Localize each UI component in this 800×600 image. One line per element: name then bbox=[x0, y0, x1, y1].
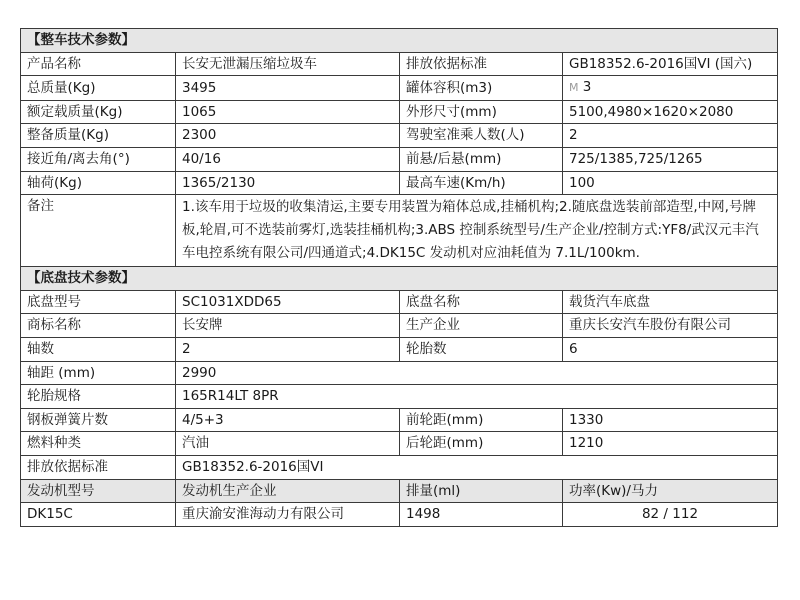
table-row bbox=[21, 314, 778, 338]
overhang-label: 前悬/后悬(mm) bbox=[400, 147, 563, 171]
table-row bbox=[21, 76, 778, 101]
max-speed-label: 最高车速(Km/h) bbox=[400, 171, 563, 195]
engine-displacement-header: 排量(ml) bbox=[400, 479, 563, 503]
curb-mass-label: 整备质量(Kg) bbox=[21, 124, 176, 148]
dimensions-value: 5100,4980×1620×2080 bbox=[563, 100, 778, 124]
vehicle-section-title: 【整车技术参数】 bbox=[21, 29, 778, 53]
angles-label: 接近角/离去角(°) bbox=[21, 147, 176, 171]
leaf-springs-value: 4/5+3 bbox=[176, 408, 400, 432]
table-row bbox=[21, 290, 778, 314]
table-row bbox=[21, 147, 778, 171]
rear-track-label: 后轮距(mm) bbox=[400, 432, 563, 456]
tank-volume-value: 3 bbox=[582, 79, 592, 96]
tire-spec-value: 165R14LT 8PR bbox=[176, 385, 778, 409]
tires-count-label: 轮胎数 bbox=[400, 337, 563, 361]
chassis-emission-value: GB18352.6-2016国VI bbox=[176, 455, 778, 479]
dimensions-label: 外形尺寸(mm) bbox=[400, 100, 563, 124]
curb-mass-value: 2300 bbox=[176, 124, 400, 148]
table-row bbox=[21, 408, 778, 432]
engine-header-row bbox=[21, 479, 778, 503]
axle-load-label: 轴荷(Kg) bbox=[21, 171, 176, 195]
chassis-section-title: 【底盘技术参数】 bbox=[21, 267, 778, 291]
tank-volume-label: 罐体容积(m3) bbox=[400, 76, 563, 101]
total-mass-value: 3495 bbox=[176, 76, 400, 101]
table-row bbox=[21, 361, 778, 385]
fuel-value: 汽油 bbox=[176, 432, 400, 456]
table-row bbox=[21, 455, 778, 479]
tires-count-value: 6 bbox=[563, 337, 778, 361]
rated-load-value: 1065 bbox=[176, 100, 400, 124]
cab-capacity-label: 驾驶室准乘人数(人) bbox=[400, 124, 563, 148]
engine-model-value: DK15C bbox=[21, 503, 176, 527]
remarks-label: 备注 bbox=[21, 195, 176, 267]
overhang-value: 725/1385,725/1265 bbox=[563, 147, 778, 171]
brand-value: 长安牌 bbox=[176, 314, 400, 338]
chassis-name-value: 载货汽车底盘 bbox=[563, 290, 778, 314]
remarks-value: 1.该车用于垃圾的收集清运,主要专用装置为箱体总成,挂桶机构;2.随底盘选装前部造型,中网,号牌板,轮眉,可不选装前雾灯,选装挂桶机构;3.ABS 控制系统型号/生产企业/控制方式:YF8/武汉元丰汽车电控系统有限公司/四通道式;4.DK15C 发动机对应油耗值为 7.1L/100km. bbox=[176, 195, 778, 267]
table-row bbox=[21, 124, 778, 148]
cab-capacity-value: 2 bbox=[563, 124, 778, 148]
manufacturer-label: 生产企业 bbox=[400, 314, 563, 338]
chassis-name-label: 底盘名称 bbox=[400, 290, 563, 314]
tire-spec-label: 轮胎规格 bbox=[21, 385, 176, 409]
tank-volume-faint-mark: M bbox=[569, 81, 579, 95]
chassis-model-label: 底盘型号 bbox=[21, 290, 176, 314]
engine-power-header: 功率(Kw)/马力 bbox=[563, 479, 778, 503]
wheelbase-label: 轴距 (mm) bbox=[21, 361, 176, 385]
wheelbase-value: 2990 bbox=[176, 361, 778, 385]
table-row bbox=[21, 171, 778, 195]
table-row bbox=[21, 432, 778, 456]
front-track-value: 1330 bbox=[563, 408, 778, 432]
chassis-section-header bbox=[21, 267, 778, 291]
chassis-emission-label: 排放依据标准 bbox=[21, 455, 176, 479]
angles-value: 40/16 bbox=[176, 147, 400, 171]
spec-table bbox=[20, 28, 778, 527]
product-name-label: 产品名称 bbox=[21, 52, 176, 76]
leaf-springs-label: 钢板弹簧片数 bbox=[21, 408, 176, 432]
rear-track-value: 1210 bbox=[563, 432, 778, 456]
table-row bbox=[21, 52, 778, 76]
axle-load-value: 1365/2130 bbox=[176, 171, 400, 195]
front-track-label: 前轮距(mm) bbox=[400, 408, 563, 432]
table-row bbox=[21, 503, 778, 527]
rated-load-label: 额定载质量(Kg) bbox=[21, 100, 176, 124]
brand-label: 商标名称 bbox=[21, 314, 176, 338]
table-row bbox=[21, 337, 778, 361]
max-speed-value: 100 bbox=[563, 171, 778, 195]
engine-maker-value: 重庆渝安淮海动力有限公司 bbox=[176, 503, 400, 527]
manufacturer-value: 重庆长安汽车股份有限公司 bbox=[563, 314, 778, 338]
table-row bbox=[21, 385, 778, 409]
vehicle-section-header bbox=[21, 29, 778, 53]
engine-maker-header: 发动机生产企业 bbox=[176, 479, 400, 503]
engine-displacement-value: 1498 bbox=[400, 503, 563, 527]
axles-label: 轴数 bbox=[21, 337, 176, 361]
emission-standard-label: 排放依据标准 bbox=[400, 52, 563, 76]
fuel-label: 燃料种类 bbox=[21, 432, 176, 456]
product-name-value: 长安无泄漏压缩垃圾车 bbox=[176, 52, 400, 76]
total-mass-label: 总质量(Kg) bbox=[21, 76, 176, 101]
table-row bbox=[21, 195, 778, 267]
engine-model-header: 发动机型号 bbox=[21, 479, 176, 503]
tank-volume-value-cell bbox=[563, 76, 778, 101]
table-row bbox=[21, 100, 778, 124]
emission-standard-value: GB18352.6-2016国VI (国六) bbox=[563, 52, 778, 76]
engine-power-value: 82 / 112 bbox=[563, 503, 778, 527]
axles-value: 2 bbox=[176, 337, 400, 361]
chassis-model-value: SC1031XDD65 bbox=[176, 290, 400, 314]
